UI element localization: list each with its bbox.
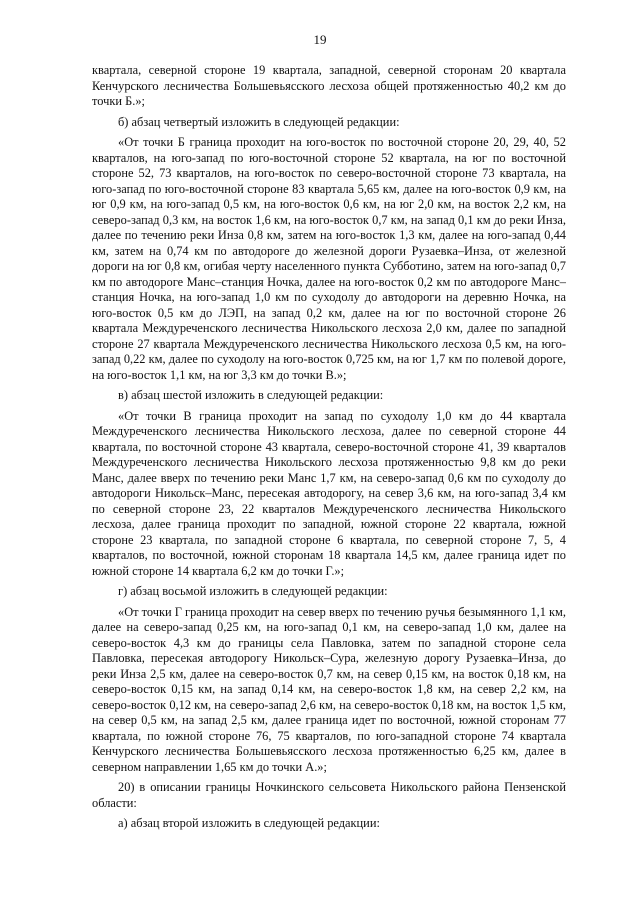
amendment-item-a: а) абзац второй изложить в следующей редакции: [118,816,380,830]
amendment-item-b: б) абзац четвертый изложить в следующей редакции: [118,114,400,129]
quoted-paragraph: «От точки Б граница проходит на юго-восток по восточной стороне 20, 29, 40, 52 кварталов, на юго-запад по юго-восточной стороне 52 квартала, на юг по восточной стороне 52, 73 кварталов, на юго-восток по северо-восточной стороне 73 квартала, на юго-запад по юго-восточной стороне 83 квартала 5,65 км, далее на юго-восток 0,9 км, на юг 0,9 км, на юго-запад 0,5 км, на юго-восток 0,6 км, на юг 2,0 км, на восток 2,2 км, на северо-запад 0,3 км, на восток 1,6 км, на юго-восток 0,7 км, на запад 0,1 км до реки Инза, далее по течению реки Инза 0,8 км, затем на юго-восток 1,3 км, далее на юго-запад 0,44 км, затем на 0,74 км по автодороге до железной дороги Рузаевка–Инза, от железной дороги на юг 0,8 км, огибая черту населенного пункта Субботино, затем на юго-запад 0,7 км по автодороге Манс–станция Ночка, далее на юго-восток 0,2 км по автодороге Манс–станция Ночка, на юго-запад 1,0 км по суходолу до автодороги на деревню Ночка, на юго-восток 0,5 км до ЛЭП, на запад 0,2 км, далее на юг по восточной стороне 26 квартала Междуреченского лесничества Никольского лесхоза 2,0 км, далее по западной стороне 27 квартала Междуреченского лесничества Никольского лесхоза 0,5 км, на юго-запад 0,22 км, далее по суходолу на юго-восток 0,725 км, на юг 1,7 км по полевой дороге, на юго-восток 1,1 км, на юг 3,3 км до точки В.»; [92,135,566,382]
page-number: 19 [313,32,327,47]
amendment-item-20: 20) в описании границы Ночкинского сельсовета Никольского района Пензенской области: [92,780,566,810]
quoted-paragraph: «От точки В граница проходит на запад по суходолу 1,0 км до 44 квартала Междуреченского лесничества Никольского лесхоза, далее по северной стороне 44 квартала, по восточной стороне 43 квартала, северо-восточной стороне 41, 39 кварталов Междуреченского лесничества Никольского лесхоза протяженностью 9,8 км до реки Манс, далее вверх по течению реки Манс 1,7 км, на северо-запад 0,6 км по суходолу до автодороги Никольск–Манс, пересекая автодорогу, на север 3,6 км, на юго-запад 3,4 км по северной стороне 23, 22 кварталов Междуреченского лесничества Никольского лесхоза, далее граница проходит по западной, южной стороне 22 квартала, южной стороне 23 квартала, по западной стороне 6 квартала, по северной стороне 7, 5, 4 кварталов, по восточной, южной сторонам 18 квартала 14,5 км, далее граница идет по южной стороне 14 квартала 6,2 км до точки Г.»; [92,408,566,578]
amendment-item-g: г) абзац восьмой изложить в следующей редакции: [118,584,388,598]
document-body [92,63,566,832]
paragraph-continuation: квартала, северной стороне 19 квартала, западной, северной сторонам 20 квартала Кенчурского лесничества Большевьясского лесхоза общей протяженностью 40,2 км до точки Б.»; [92,63,566,108]
amendment-item-v: в) абзац шестой изложить в следующей редакции: [118,388,384,402]
quoted-paragraph: «От точки Г граница проходит на север вверх по течению ручья безымянного 1,1 км, далее на северо-запад 0,25 км, на юго-запад 0,1 км, на северо-запад 1,0 км, далее на северо-восток 4,3 км до границы села Павловка, затем по западной стороне села Павловка, пересекая автодорогу Никольск–Сура, железную дорогу Рузаевка–Инза, до реки Инза 2,5 км, далее на северо-восток 0,7 км, на север 0,15 км, на восток 0,18 км, на северо-восток 0,15 км, на запад 0,14 км, на северо-восток 1,8 км, на север 2,2 км, на северо-восток 0,12 км, на северо-запад 2,6 км, на северо-восток 0,18 км, на восток 1,5 км, на север 0,5 км, на запад 2,5 км, далее граница идет по восточной, южной сторонам 77 квартала, по южной стороне 76, 75 кварталов, по юго-западной стороне 74 квартала Кенчурского лесничества Большевьясского лесхоза протяженностью 6,25 км, далее в северном направлении 1,65 км до точки А.»; [92,604,566,774]
